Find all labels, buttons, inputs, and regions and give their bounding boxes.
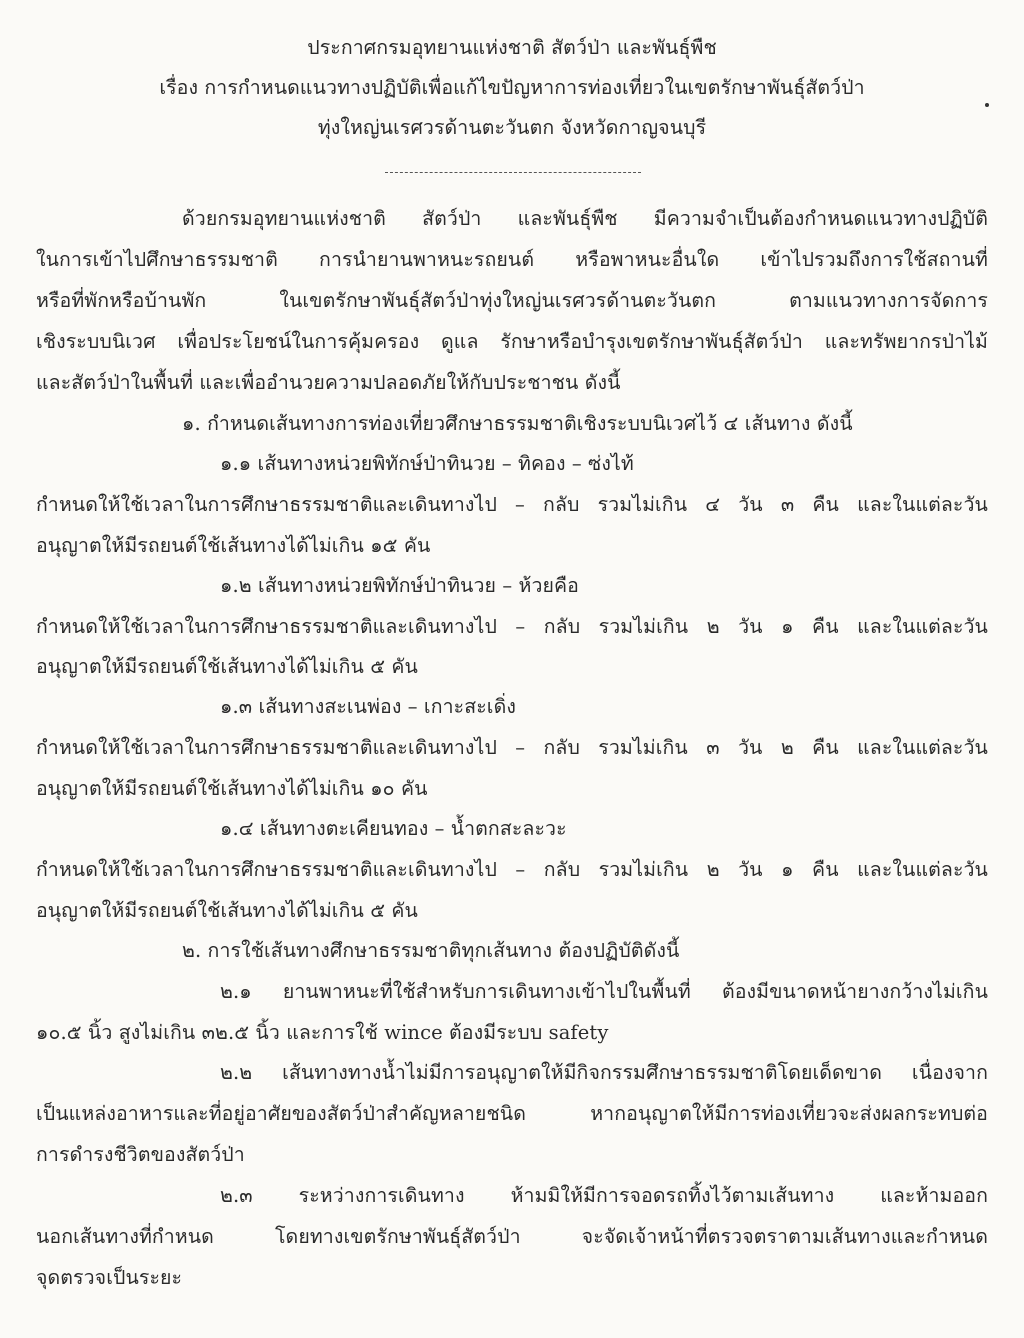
header-line-2: เรื่อง การกำหนดแนวทางปฏิบัติเพื่อแก้ไขปัญหาการท่องเที่ยวในเขตรักษาพันธุ์สัตว์ป่า: [159, 76, 865, 99]
intro-line-3: หรือที่พักหรือบ้านพัก ในเขตรักษาพันธุ์สัตว์ป่าทุ่งใหญ่นเรศวรด้านตะวันตก ตามแนวทางการจัดการ: [36, 289, 988, 312]
route-1-2-title: ๑.๒ เส้นทางหน่วยพิทักษ์ป่าทินวย – ห้วยคือ: [220, 574, 579, 597]
item-2-2-line-3: การดำรงชีวิตของสัตว์ป่า: [36, 1143, 245, 1166]
route-1-2-body-1: กำหนดให้ใช้เวลาในการศึกษาธรรมชาติและเดินทางไป – กลับ รวมไม่เกิน ๒ วัน ๑ คืน และในแต่ละวัน: [36, 615, 988, 638]
item-2-1-line-1: ๒.๑ ยานพาหนะที่ใช้สำหรับการเดินทางเข้าไปในพื้นที่ ต้องมีขนาดหน้ายางกว้างไม่เกิน: [220, 980, 988, 1003]
route-1-3-title: ๑.๓ เส้นทางสะเนพ่อง – เกาะสะเดิ่ง: [220, 695, 516, 718]
item-2-3-line-2: นอกเส้นทางที่กำหนด โดยทางเขตรักษาพันธุ์สัตว์ป่า จะจัดเจ้าหน้าที่ตรวจตราตามเส้นทางและกำหนด: [36, 1225, 988, 1248]
section-1-heading: ๑. กำหนดเส้นทางการท่องเที่ยวศึกษาธรรมชาติเชิงระบบนิเวศไว้ ๔ เส้นทาง ดังนี้: [182, 412, 853, 435]
intro-line-1: ด้วยกรมอุทยานแห่งชาติ สัตว์ป่า และพันธุ์พืช มีความจำเป็นต้องกำหนดแนวทางปฏิบัติ: [182, 207, 988, 230]
section-2-heading: ๒. การใช้เส้นทางศึกษาธรรมชาติทุกเส้นทาง ต้องปฏิบัติดังนี้: [182, 939, 680, 962]
route-1-2-body-2: อนุญาตให้มีรถยนต์ใช้เส้นทางได้ไม่เกิน ๕ คัน: [36, 655, 418, 678]
item-2-3-line-3: จุดตรวจเป็นระยะ: [36, 1266, 183, 1289]
route-1-1-title: ๑.๑ เส้นทางหน่วยพิทักษ์ป่าทินวย – ทิคอง – ซ่งไท้: [220, 452, 634, 475]
route-1-4-body-1: กำหนดให้ใช้เวลาในการศึกษาธรรมชาติและเดินทางไป – กลับ รวมไม่เกิน ๒ วัน ๑ คืน และในแต่ละวัน: [36, 858, 988, 881]
item-2-1-line-2: ๑๐.๕ นิ้ว สูงไม่เกิน ๓๒.๕ นิ้ว และการใช้ wince ต้องมีระบบ safety: [36, 1021, 609, 1044]
route-1-4-body-2: อนุญาตให้มีรถยนต์ใช้เส้นทางได้ไม่เกิน ๕ คัน: [36, 899, 418, 922]
intro-line-5: และสัตว์ป่าในพื้นที่ และเพื่ออำนวยความปลอดภัยให้กับประชาชน ดังนี้: [36, 371, 621, 394]
header-line-1: ประกาศกรมอุทยานแห่งชาติ สัตว์ป่า และพันธุ์พืช: [307, 36, 717, 59]
route-1-3-body-1: กำหนดให้ใช้เวลาในการศึกษาธรรมชาติและเดินทางไป – กลับ รวมไม่เกิน ๓ วัน ๒ คืน และในแต่ละวัน: [36, 736, 988, 759]
intro-line-4: เชิงระบบนิเวศ เพื่อประโยชน์ในการคุ้มครอง ดูแล รักษาหรือบำรุงเขตรักษาพันธุ์สัตว์ป่า และทรัพยากรป่าไม้: [36, 330, 988, 353]
item-2-2-line-2: เป็นแหล่งอาหารและที่อยู่อาศัยของสัตว์ป่าสำคัญหลายชนิด หากอนุญาตให้มีการท่องเที่ยวจะส่งผลกระทบต่อ: [36, 1102, 988, 1125]
intro-line-2: ในการเข้าไปศึกษาธรรมชาติ การนำยานพาหนะรถยนต์ หรือพาหนะอื่นใด เข้าไปรวมถึงการใช้สถานที่: [36, 248, 988, 271]
route-1-3-body-2: อนุญาตให้มีรถยนต์ใช้เส้นทางได้ไม่เกิน ๑๐ คัน: [36, 777, 428, 800]
route-1-4-title: ๑.๔ เส้นทางตะเคียนทอง – น้ำตกสะละวะ: [220, 817, 567, 840]
header-line-3: ทุ่งใหญ่นเรศวรด้านตะวันตก จังหวัดกาญจนบุรี: [317, 116, 707, 139]
route-1-1-body-1: กำหนดให้ใช้เวลาในการศึกษาธรรมชาติและเดินทางไป – กลับ รวมไม่เกิน ๔ วัน ๓ คืน และในแต่ละวัน: [36, 493, 988, 516]
header-divider: [385, 172, 641, 173]
route-1-1-body-2: อนุญาตให้มีรถยนต์ใช้เส้นทางได้ไม่เกิน ๑๕ คัน: [36, 534, 431, 557]
item-2-2-line-1: ๒.๒ เส้นทางทางน้ำไม่มีการอนุญาตให้มีกิจกรรมศึกษาธรรมชาติโดยเด็ดขาด เนื่องจาก: [220, 1061, 988, 1084]
item-2-3-line-1: ๒.๓ ระหว่างการเดินทาง ห้ามมิให้มีการจอดรถทิ้งไว้ตามเส้นทาง และห้ามออก: [220, 1184, 988, 1207]
scan-speck: [985, 103, 989, 107]
